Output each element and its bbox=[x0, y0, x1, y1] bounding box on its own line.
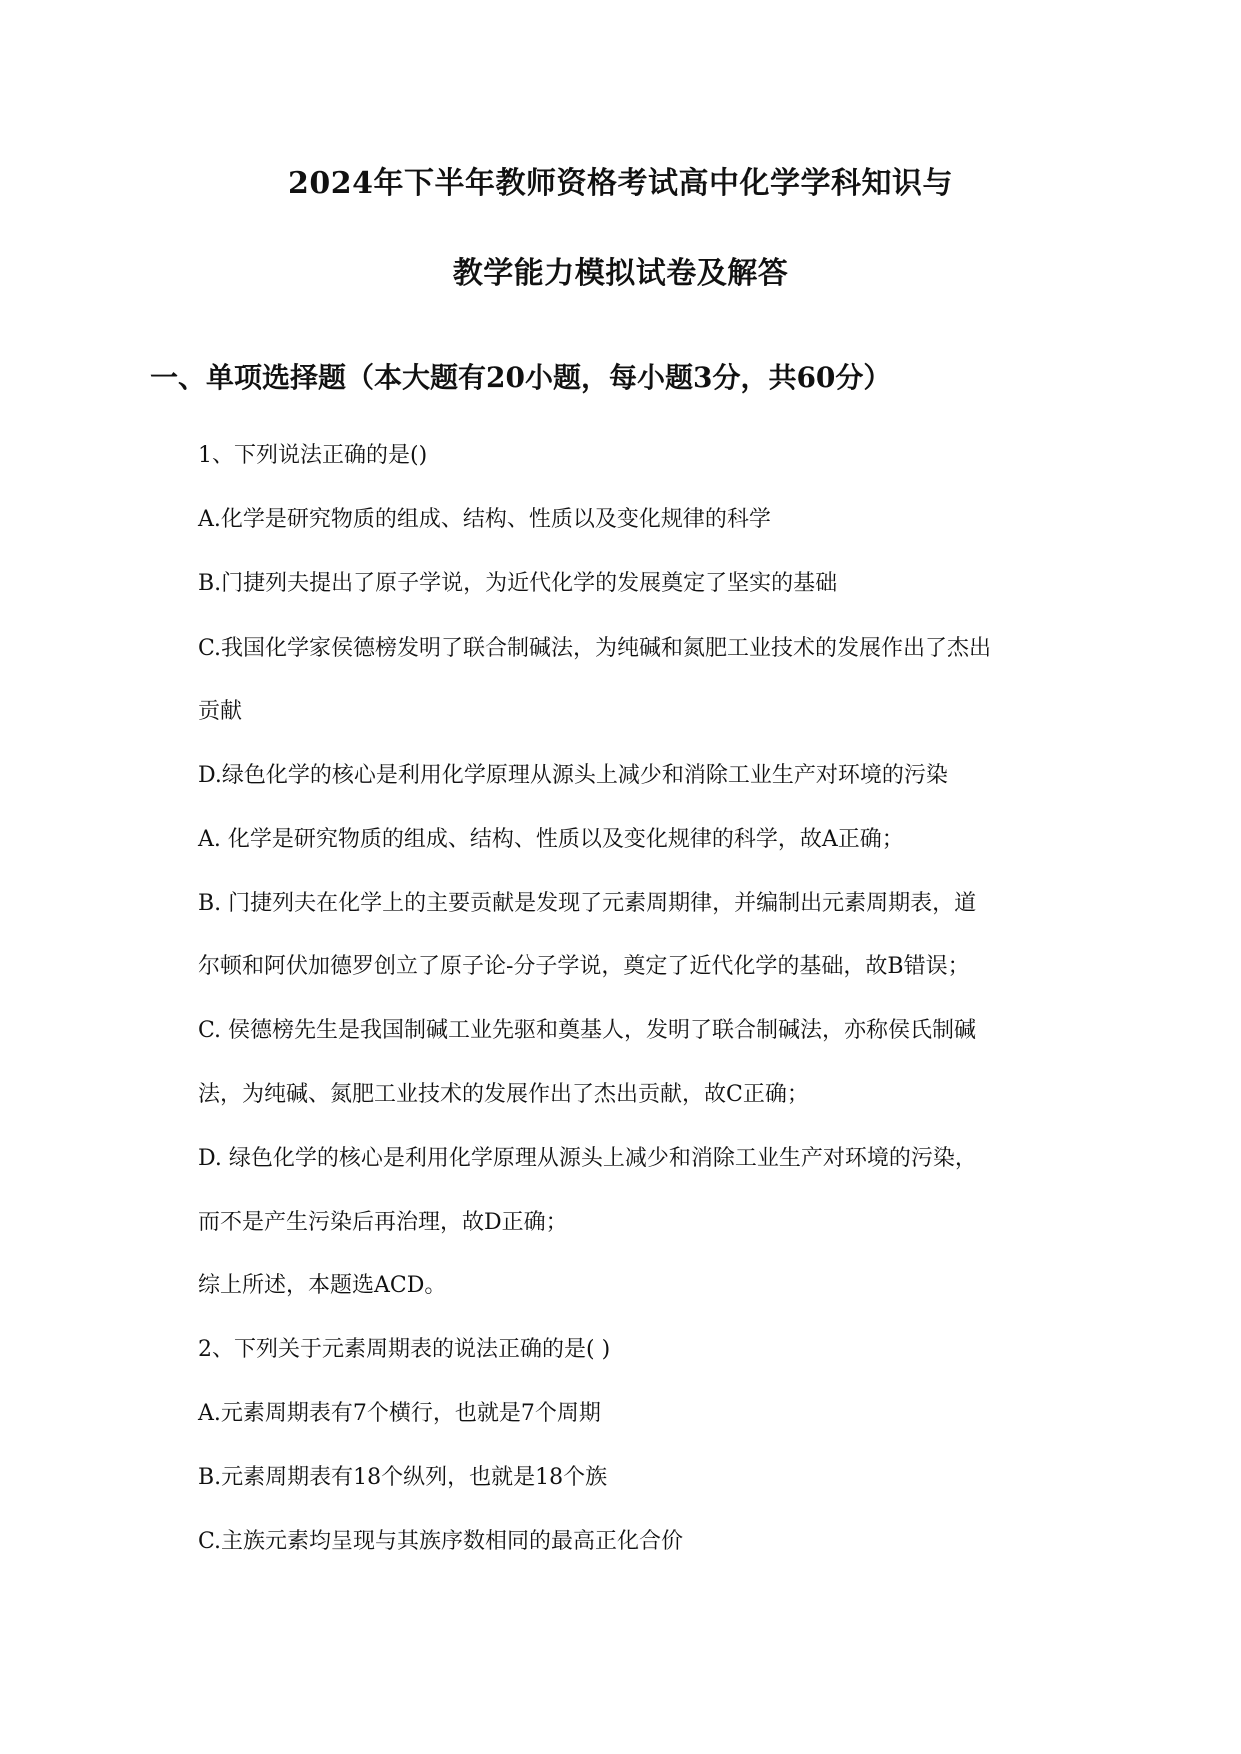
question-1-option-c-cont: 贡献 bbox=[198, 699, 243, 724]
question-1-option-c: C.我国化学家侯德榜发明了联合制碱法，为纯碱和氮肥工业技术的发展作出了杰出 bbox=[198, 636, 992, 661]
question-1-option-d: D.绿色化学的核心是利用化学原理从源头上减少和消除工业生产对环境的污染 bbox=[198, 763, 948, 788]
question-1-option-b: B.门捷列夫提出了原子学说，为近代化学的发展奠定了坚实的基础 bbox=[198, 571, 838, 596]
question-1-explanation-line: 而不是产生污染后再治理，故D正确； bbox=[198, 1210, 568, 1235]
question-1-explanation-line: D. 绿色化学的核心是利用化学原理从源头上减少和消除工业生产对环境的污染， bbox=[198, 1146, 977, 1171]
document-title-line-1: 2024年下半年教师资格考试高中化学学科知识与 bbox=[288, 166, 953, 201]
question-1-conclusion: 综上所述，本题选ACD。 bbox=[198, 1273, 447, 1298]
question-1-explanation-line: A. 化学是研究物质的组成、结构、性质以及变化规律的科学，故A正确； bbox=[198, 827, 904, 852]
question-1-option-a: A.化学是研究物质的组成、结构、性质以及变化规律的科学 bbox=[198, 507, 771, 532]
section-heading: 一、单项选择题（本大题有20小题，每小题3分，共60分） bbox=[150, 361, 892, 394]
question-2-stem: 2、下列关于元素周期表的说法正确的是( ) bbox=[198, 1337, 611, 1362]
question-2-option-c: C.主族元素均呈现与其族序数相同的最高正化合价 bbox=[198, 1529, 684, 1554]
document-title-line-2: 教学能力模拟试卷及解答 bbox=[452, 256, 789, 291]
question-1-explanation-line: 法，为纯碱、氮肥工业技术的发展作出了杰出贡献，故C正确； bbox=[198, 1082, 809, 1107]
question-1-stem: 1、下列说法正确的是() bbox=[198, 443, 428, 468]
question-1-explanation-line: 尔顿和阿伏加德罗创立了原子论-分子学说，奠定了近代化学的基础，故B错误； bbox=[198, 954, 970, 979]
question-2-option-b: B.元素周期表有18个纵列，也就是18个族 bbox=[198, 1465, 608, 1490]
question-1-explanation-line: C. 侯德榜先生是我国制碱工业先驱和奠基人，发明了联合制碱法，亦称侯氏制碱 bbox=[198, 1018, 977, 1043]
question-2-option-a: A.元素周期表有7个横行，也就是7个周期 bbox=[198, 1401, 601, 1426]
question-1-explanation-line: B. 门捷列夫在化学上的主要贡献是发现了元素周期律，并编制出元素周期表，道 bbox=[198, 891, 977, 916]
